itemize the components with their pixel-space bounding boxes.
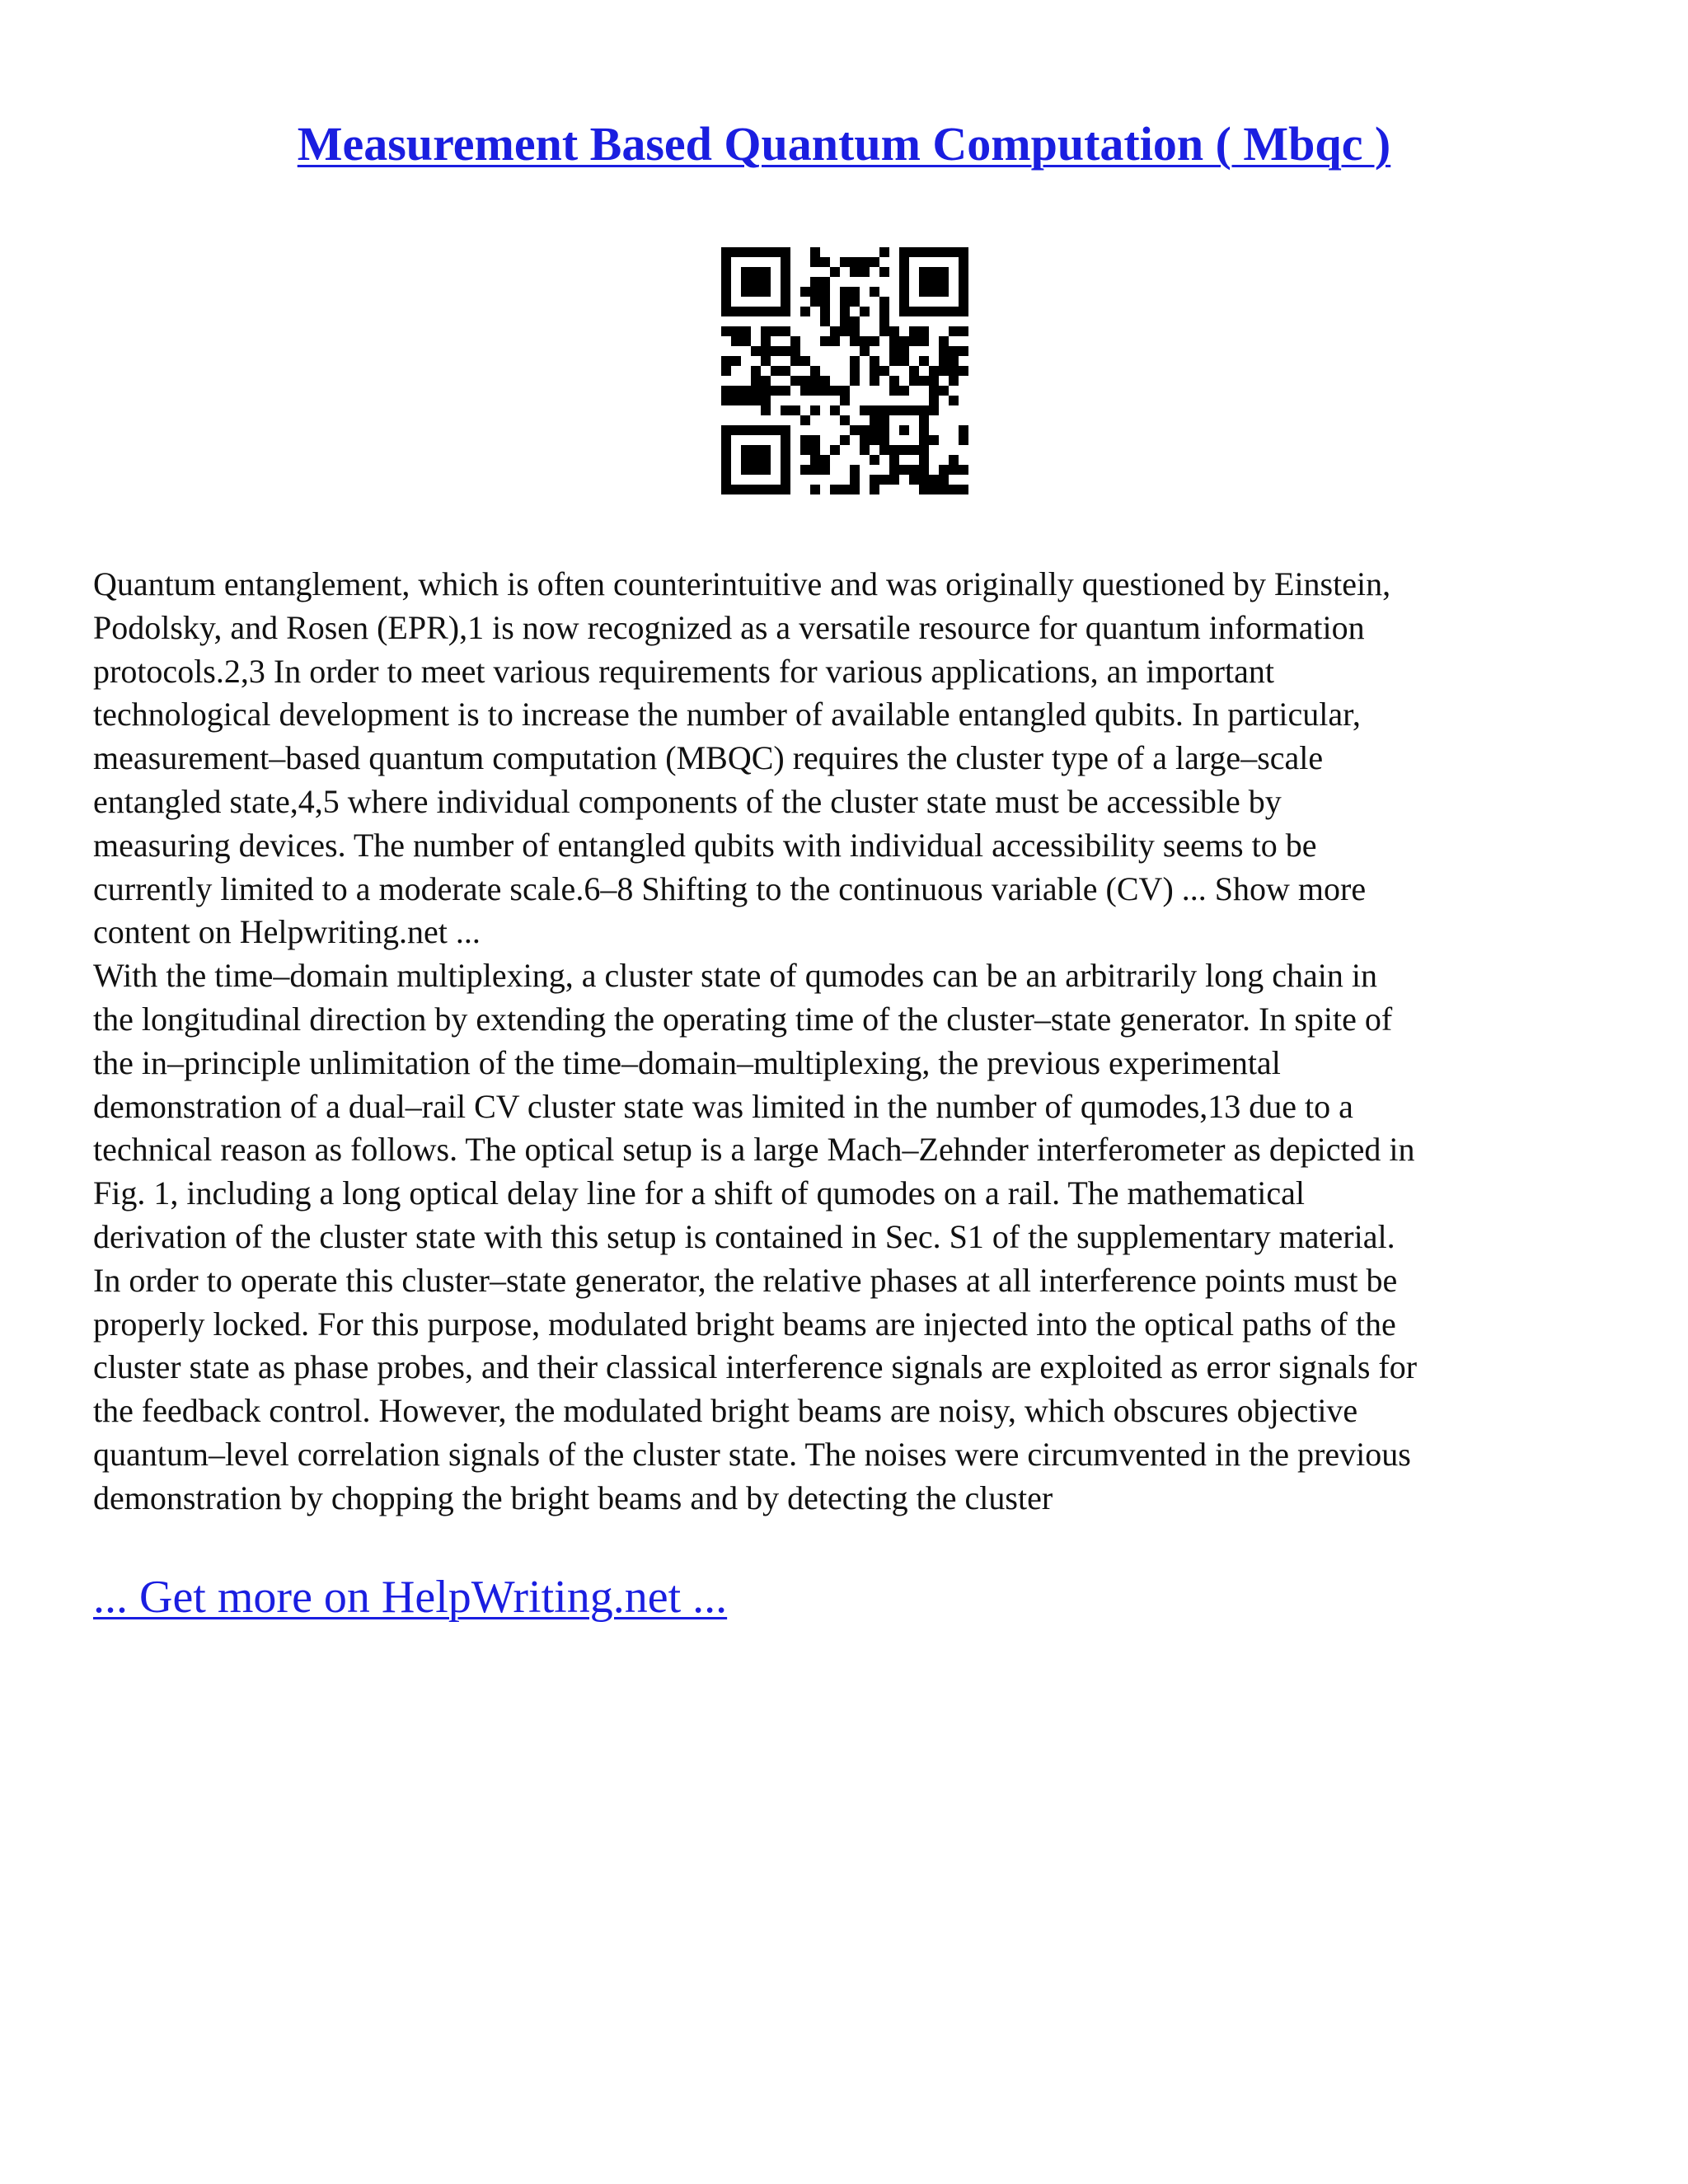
paragraph-main: With the time–domain multiplexing, a cluster state of qumodes can be an arbitrarily long chain in the longitudinal direction by extending the operating time of the cluster–state generator. In spite of the in–principle unlimitation of the time–domain–multiplexing, the previous experimental demonstration of a dual–rail CV cluster state was limited in the number of qumodes,13 due to a technical reason as follows. The optical setup is a large Mach–Zehnder interferometer as depicted in Fig. 1, including a long optical delay line for a shift of qumodes on a rail. The mathematical derivation of the cluster state with this setup is contained in Sec. S1 of the supplementary material. In order to operate this cluster–state generator, the relative phases at all interference points must be properly locked. For this purpose, modulated bright beams are injected into the optical paths of the cluster state as phase probes, and their classical interference signals are exploited as error signals for the feedback control. However, the modulated bright beams are noisy, which obscures objective quantum–level correlation signals of the cluster state. The noises were circumvented in the previous demonstration by chopping the bright beams and by detecting the cluster bbox=[93, 957, 1418, 1516]
article-body bbox=[93, 563, 1610, 1521]
qr-code-icon bbox=[721, 247, 968, 494]
paragraph-intro: Quantum entanglement, which is often counterintuitive and was originally questioned by Einstein, Podolsky, and Rosen (EPR),1 is now recognized as a versatile resource for quantum information protocols.2,3 In order to meet various requirements for various applications, an important technological development is to increase the number of available entangled qubits. In particular, measurement–based quantum computation (MBQC) requires the cluster type of a large–scale entangled state,4,5 where individual components of the cluster state must be accessible by measuring devices. The number of entangled qubits with individual accessibility seems to be currently limited to a moderate scale.6–8 Shifting to the continuous variable (CV) ... Show more content on Helpwriting.net ... bbox=[93, 565, 1391, 951]
document-title-link[interactable]: Measurement Based Quantum Computation ( Mbqc ) bbox=[297, 117, 1391, 171]
document-title bbox=[0, 115, 1688, 173]
get-more-link[interactable]: ... Get more on HelpWriting.net ... bbox=[93, 1572, 728, 1623]
